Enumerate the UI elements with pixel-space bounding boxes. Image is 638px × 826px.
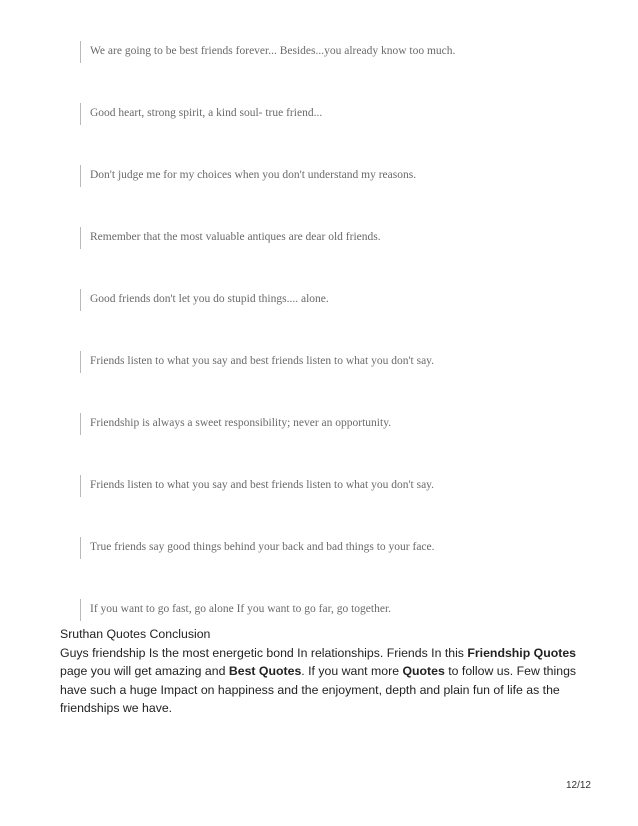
conclusion-section: [60, 625, 600, 718]
quote-text: Friends listen to what you say and best friends listen to what you don't say.: [90, 479, 435, 491]
quote-item: [80, 226, 600, 288]
conclusion-title: Sruthan Quotes Conclusion: [60, 627, 211, 641]
quote-item: [80, 536, 600, 598]
page-number: 12/12: [565, 780, 591, 791]
quote-bar: [80, 413, 81, 435]
quote-bar: [80, 475, 81, 497]
quote-bar: [80, 289, 81, 311]
friendship-quotes-link[interactable]: Friendship Quotes: [467, 645, 577, 660]
quote-text: If you want to go fast, go alone If you want to go far, go together.: [90, 603, 392, 615]
quote-list: [80, 40, 600, 660]
conclusion-text: Guys friendship Is the most energetic bond In relationships. Friends In this: [60, 645, 468, 660]
quote-text: Good friends don't let you do stupid things.... alone.: [90, 293, 329, 305]
quote-bar: [80, 41, 81, 63]
quote-item: [80, 350, 600, 412]
quote-bar: [80, 227, 81, 249]
quotes-link[interactable]: Quotes: [402, 664, 445, 678]
conclusion-text: page you will get amazing and: [60, 664, 229, 678]
quote-text: Remember that the most valuable antiques are dear old friends.: [90, 231, 381, 243]
quote-bar: [80, 537, 81, 559]
quote-bar: [80, 103, 81, 125]
quote-item: [80, 474, 600, 536]
conclusion-text: . If you want more: [301, 664, 403, 678]
quote-text: Good heart, strong spirit, a kind soul- true friend...: [90, 107, 323, 119]
quote-bar: [80, 599, 81, 621]
quote-item: [80, 288, 600, 350]
conclusion-body: [60, 644, 600, 718]
quote-item: [80, 164, 600, 226]
quote-bar: [80, 165, 81, 187]
quote-text: True friends say good things behind your back and bad things to your face.: [90, 541, 435, 553]
quote-text: Don't judge me for my choices when you don't understand my reasons.: [90, 169, 417, 181]
quote-item: [80, 412, 600, 474]
quote-text: We are going to be best friends forever... Besides...you already know too much.: [90, 45, 456, 57]
quote-text: Friendship is always a sweet responsibility; never an opportunity.: [90, 417, 392, 429]
quote-bar: [80, 351, 81, 373]
quote-item: [80, 40, 600, 102]
quote-text: Friends listen to what you say and best friends listen to what you don't say.: [90, 355, 435, 367]
conclusion-text: to follow us. Few things have such a huge Impact on happiness and the enjoyment, depth and plain fun of life as the friendships we have.: [60, 664, 577, 715]
quote-item: [80, 102, 600, 164]
best-quotes-link[interactable]: Best Quotes: [228, 664, 302, 678]
